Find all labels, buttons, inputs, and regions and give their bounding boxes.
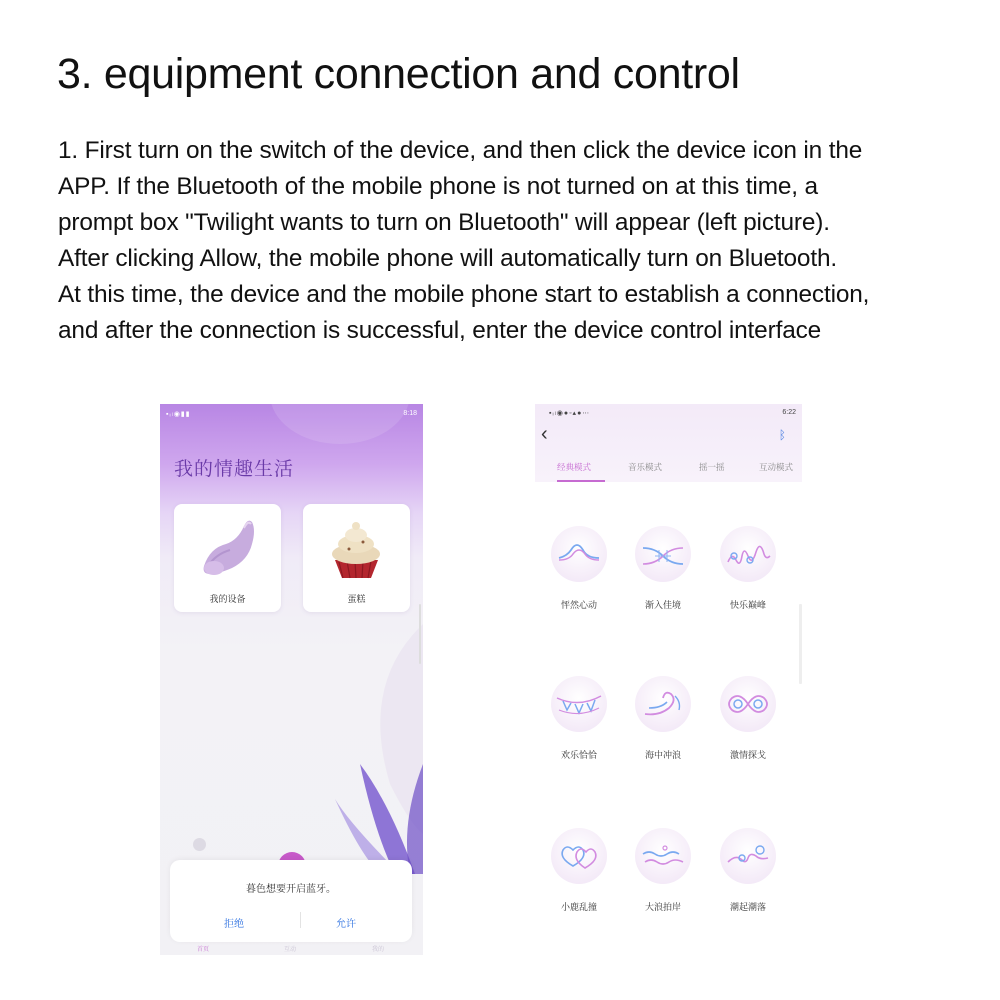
paragraph-line: 1. First turn on the switch of the device, and then click the device icon in the: [58, 137, 863, 164]
paragraph-line: prompt box "Twilight wants to turn on Bluetooth" will appear (left picture).: [58, 209, 830, 236]
active-tab-underline: [557, 480, 605, 482]
mode-label: 海中冲浪: [644, 750, 681, 760]
mode-icon-circle: [551, 828, 607, 884]
infinity-icon: [720, 676, 776, 732]
tab-shake-mode[interactable]: 摇一摇: [699, 462, 725, 472]
mode-item[interactable]: [633, 526, 693, 616]
allow-button[interactable]: 允许: [336, 919, 356, 930]
mode-item[interactable]: [633, 828, 693, 918]
waves-icon: [635, 828, 691, 884]
paragraph-line: APP. If the Bluetooth of the mobile phone is not turned on at this time, a: [58, 173, 818, 200]
mode-icon-circle: [551, 526, 607, 582]
mode-label: 怦然心动: [560, 600, 597, 610]
mode-label: 潮起潮落: [729, 902, 766, 912]
phone-screenshot-bluetooth-prompt: [160, 404, 423, 955]
tab-classic-mode[interactable]: 经典模式: [557, 462, 592, 472]
hearts-icon: [551, 828, 607, 884]
surf-icon: [635, 676, 691, 732]
status-bar: [535, 404, 802, 422]
status-time: 8:18: [403, 410, 417, 417]
mode-item[interactable]: [718, 676, 778, 766]
mode-label: 大浪拍岸: [644, 902, 681, 912]
tide-icon: [720, 828, 776, 884]
status-icons: ▪ᵢₗ◉▮▮: [166, 411, 191, 418]
mode-label: 欢乐恰恰: [560, 750, 597, 760]
bluetooth-icon[interactable]: ᛒ: [778, 428, 786, 442]
bunting-icon: [551, 676, 607, 732]
mode-item[interactable]: [633, 676, 693, 766]
dialog-message: 暮色想要开启蓝牙。: [246, 884, 336, 895]
mode-label: 渐入佳境: [644, 600, 681, 610]
wave-icon: [551, 526, 607, 582]
mode-icon-circle: [720, 526, 776, 582]
status-icons: ▪ᵢₗ◉●◦▴●⋯: [549, 410, 591, 417]
mode-item[interactable]: [549, 526, 609, 616]
paragraph-line: After clicking Allow, the mobile phone will automatically turn on Bluetooth.: [58, 245, 838, 272]
mode-label: 快乐巅峰: [729, 600, 766, 610]
mode-item[interactable]: [549, 676, 609, 766]
page-heading: 3. equipment connection and control: [57, 50, 740, 98]
mode-item[interactable]: [718, 828, 778, 918]
mode-icon-circle: [551, 676, 607, 732]
chevron-left-icon[interactable]: ‹: [541, 423, 548, 445]
mode-icon-circle: [635, 828, 691, 884]
tab-interact[interactable]: 互动: [284, 947, 297, 953]
tab-mine[interactable]: 我的: [372, 947, 385, 953]
mode-icon-circle: [720, 676, 776, 732]
cake-card-label: 蛋糕: [347, 594, 366, 604]
mode-icon-circle: [720, 828, 776, 884]
mode-label: 小鹿乱撞: [560, 902, 597, 912]
app-title: 我的情趣生活: [174, 459, 295, 480]
tab-music-mode[interactable]: 音乐模式: [628, 462, 663, 472]
instruction-paragraph: [58, 133, 958, 349]
tab-home[interactable]: 首页: [197, 947, 210, 953]
paragraph-line: At this time, the device and the mobile phone start to establish a connection,: [58, 281, 870, 308]
mode-item[interactable]: [718, 526, 778, 616]
status-time: 6:22: [782, 409, 796, 416]
decorative-dot: [193, 838, 206, 851]
dialog-divider: [300, 912, 301, 928]
mode-icon-circle: [635, 676, 691, 732]
mode-icon-circle: [635, 526, 691, 582]
paragraph-line: and after the connection is successful, enter the device control interface: [58, 317, 822, 344]
tab-interactive-mode[interactable]: 互动模式: [759, 462, 794, 472]
scroll-indicator: [419, 604, 421, 664]
phone-screenshot-control-interface: [535, 404, 802, 955]
device-card-label: 我的设备: [209, 594, 246, 604]
mode-label: 激情探戈: [729, 750, 766, 760]
loop-wave-icon: [720, 526, 776, 582]
deny-button[interactable]: 拒绝: [224, 919, 244, 930]
bluetooth-permission-dialog: [170, 860, 412, 942]
mode-item[interactable]: [549, 828, 609, 918]
scroll-indicator: [799, 604, 802, 684]
cross-wave-icon: [635, 526, 691, 582]
